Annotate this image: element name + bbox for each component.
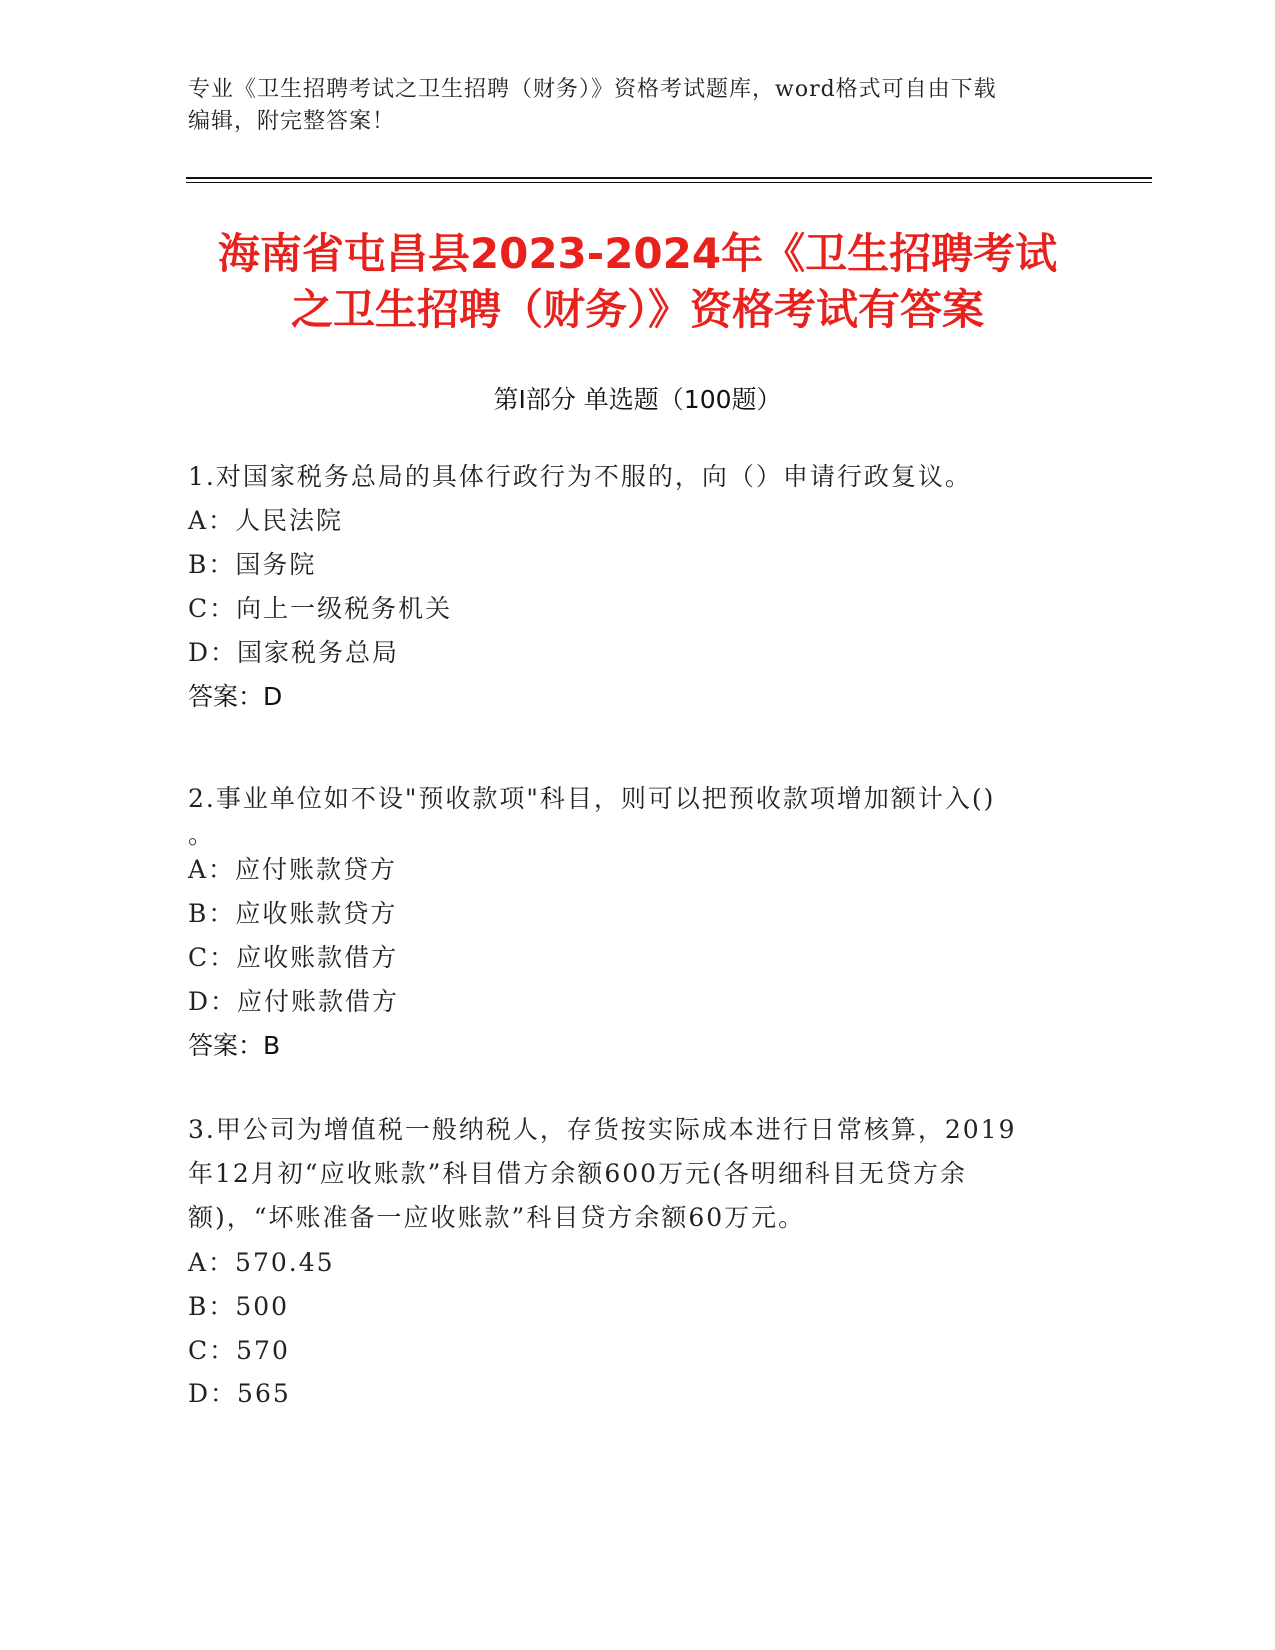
question-option: B：应收账款贷方 [188, 899, 398, 928]
question-text: 2.事业单位如不设"预收款项"科目，则可以把预收款项增加额计入() [188, 784, 996, 813]
question-option: A：应付账款贷方 [188, 855, 398, 884]
document-title-line: 海南省屯昌县2023-2024年《卫生招聘考试 [217, 229, 1058, 278]
header-divider [186, 182, 1152, 183]
header-divider [186, 177, 1152, 179]
header-note [188, 74, 1088, 138]
question-option: A：人民法院 [188, 506, 344, 535]
question-text: 1.对国家税务总局的具体行政行为不服的，向（）申请行政复议。 [188, 462, 972, 491]
question-option: D：国家税务总局 [188, 638, 400, 667]
question-text: 额)，“坏账准备一应收账款”科目贷方余额60万元。 [188, 1203, 806, 1232]
document-title-line: 之卫生招聘（财务）》资格考试有答案 [290, 285, 984, 334]
question-option: C：向上一级税务机关 [188, 594, 453, 623]
question-text: 。 [188, 820, 216, 849]
header-note-line: 编辑，附完整答案！ [188, 109, 396, 134]
question-option: D：565 [188, 1379, 291, 1408]
question-option: B：国务院 [188, 550, 317, 579]
question-answer: 答案：B [188, 1031, 281, 1060]
question-option: C：570 [188, 1336, 290, 1365]
question-option: C：应收账款借方 [188, 943, 399, 972]
section-heading: 第Ⅰ部分 单选题（100题） [493, 385, 782, 414]
document-title [150, 226, 1125, 338]
question-answer: 答案：D [188, 682, 283, 711]
question-text: 年12月初“应收账款”科目借方余额600万元(各明细科目无贷方余 [188, 1159, 967, 1188]
question-option: D：应付账款借方 [188, 987, 400, 1016]
question-option: A：570.45 [188, 1248, 335, 1277]
header-note-line: 专业《卫生招聘考试之卫生招聘（财务）》资格考试题库，word格式可自由下载 [188, 77, 997, 102]
question-text: 3.甲公司为增值税一般纳税人，存货按实际成本进行日常核算，2019 [188, 1115, 1017, 1144]
question-option: B：500 [188, 1292, 290, 1321]
